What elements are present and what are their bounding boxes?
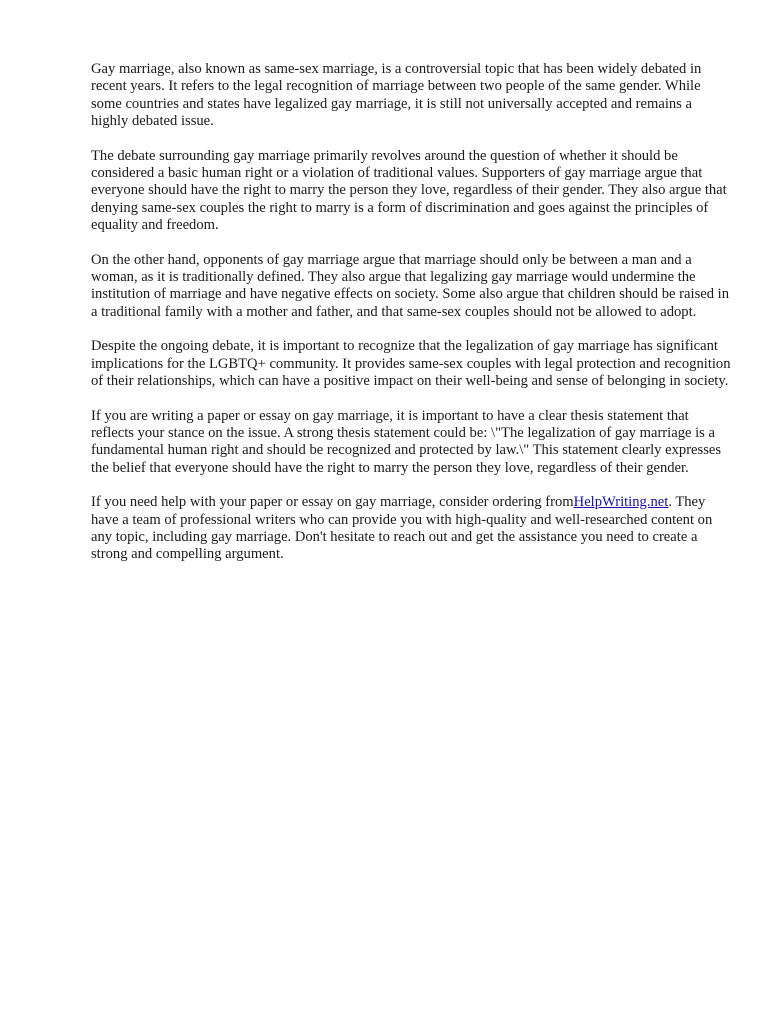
paragraph-6-text-after-link: . They have a team of professional writers who can provide you with high-quality and well-researched content on any topic, including gay marriage. Don't hesitate to reach out and get the assistance you need to create a strong and compelling argument. [91, 494, 713, 563]
document-body [91, 61, 731, 581]
paragraph-3: On the other hand, opponents of gay marriage argue that marriage should only be between a man and a woman, as it is traditionally defined. They also argue that legalizing gay marriage would undermine the institution of marriage and have negative effects on society. Some also argue that children should be raised in a traditional family with a mother and father, and that same-sex couples should not be allowed to adopt. [91, 251, 730, 320]
paragraph-6-text-before-link: If you need help with your paper or essay on gay marriage, consider ordering from [91, 494, 574, 511]
paragraph-1: Gay marriage, also known as same-sex marriage, is a controversial topic that has been widely debated in recent years. It refers to the legal recognition of marriage between two people of the same gender. While some countries and states have legalized gay marriage, it is still not universally accepted and remains a highly debated issue. [91, 61, 702, 130]
paragraph-2: The debate surrounding gay marriage primarily revolves around the question of whether it should be considered a basic human right or a violation of traditional values. Supporters of gay marriage argue that everyone should have the right to marry the person they love, regardless of their gender. They also argue that denying same-sex couples the right to marry is a form of discrimination and goes against the principles of equality and freedom. [91, 147, 727, 234]
helpwriting-link[interactable]: HelpWriting.net [573, 494, 669, 511]
paragraph-6 [91, 494, 731, 564]
paragraph-4: Despite the ongoing debate, it is important to recognize that the legalization of gay marriage has significant implications for the LGBTQ+ community. It provides same-sex couples with legal protection and recognition of their relationships, which can have a positive impact on their well-being and sense of belonging in society. [91, 338, 731, 390]
paragraph-5: If you are writing a paper or essay on gay marriage, it is important to have a clear thesis statement that reflects your stance on the issue. A strong thesis statement could be: \"The legalization of gay marriage is a fundamental human right and should be recognized and protected by law.\" This statement clearly expresses the belief that everyone should have the right to marry the person they love, regardless of their gender. [91, 407, 722, 476]
